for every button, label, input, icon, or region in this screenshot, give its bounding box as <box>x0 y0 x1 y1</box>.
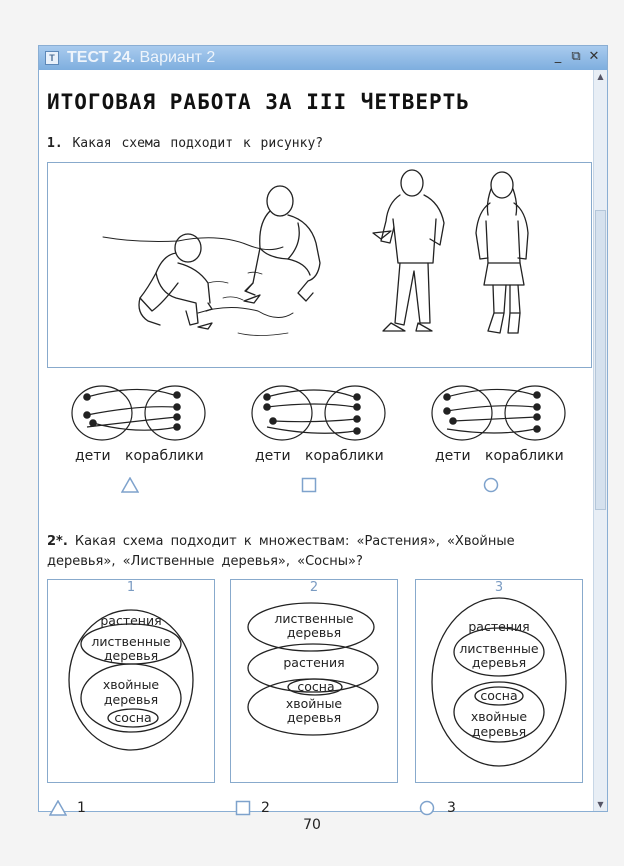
venn-diagram-2 <box>230 579 398 783</box>
venn-2-text-1a: лиственные <box>274 611 354 626</box>
scheme-1 <box>57 375 227 525</box>
scheme-2-right-label: кораблики <box>305 448 384 464</box>
close-button[interactable]: ✕ <box>588 49 600 64</box>
question-2-number: 2*. <box>47 534 68 549</box>
scheme-3-right-label: кораблики <box>485 448 564 464</box>
venn-3-text-2b: деревья <box>471 655 527 670</box>
restore-button[interactable]: ⧉ <box>571 49 581 64</box>
scheme-1-left-label: дети <box>75 448 111 464</box>
vertical-scrollbar[interactable] <box>593 70 607 811</box>
window-controls <box>551 48 601 66</box>
page-heading: ИТОГОВАЯ РАБОТА ЗА III ЧЕТВЕРТЬ <box>47 90 470 114</box>
scheme-2-diagram <box>237 375 407 445</box>
question-2-text: Какая схема подходит к множествам: «Растения», «Хвойные деревья», «Лиственные деревья», «Сосны»? <box>47 534 515 569</box>
venn-1-text-2a: лиственные <box>91 634 171 649</box>
window-title <box>67 49 215 67</box>
venn-1-number: 1 <box>126 580 136 595</box>
scheme-2 <box>237 375 407 525</box>
circle-answer-icon[interactable] <box>419 800 435 816</box>
document-content <box>39 70 594 816</box>
venn-diagram-3 <box>415 579 583 783</box>
children-illustration <box>48 163 590 366</box>
scheme-3-left-label: дети <box>435 448 471 464</box>
scroll-up-arrow-icon[interactable]: ▲ <box>597 72 604 81</box>
venn-1-text-1: растения <box>100 613 162 628</box>
scroll-thumb[interactable] <box>595 210 606 510</box>
venn-2-text-3: сосна <box>297 679 335 694</box>
venn-3-shapes <box>416 580 581 780</box>
triangle-answer-icon[interactable] <box>121 477 139 493</box>
answer-label-1: 1 <box>77 800 86 816</box>
square-answer-icon[interactable] <box>301 477 317 493</box>
children-picture <box>47 162 592 368</box>
venn-2-text-1b: деревья <box>286 625 342 640</box>
venn-diagram-1 <box>47 579 215 783</box>
question-1-text: Какая схема подходит к рисунку? <box>62 136 324 151</box>
answer-label-2: 2 <box>261 800 270 816</box>
question-1-number: 1. <box>47 136 63 151</box>
scheme-1-diagram <box>57 375 227 445</box>
venn-3-text-2a: лиственные <box>459 641 539 656</box>
triangle-answer-icon[interactable] <box>49 800 67 816</box>
venn-2-number: 2 <box>309 580 319 595</box>
document-window <box>38 45 608 816</box>
venn-3-text-3: сосна <box>480 688 518 703</box>
title-rest: Вариант 2 <box>135 49 216 66</box>
scheme-3-diagram <box>417 375 587 445</box>
book-icon: Т <box>45 51 59 65</box>
venn-1-text-3b: деревья <box>103 692 159 707</box>
venn-3-number: 3 <box>494 580 504 595</box>
circle-answer-icon[interactable] <box>483 477 499 493</box>
venn-1-text-3a: хвойные <box>102 677 160 692</box>
scroll-down-arrow-icon[interactable]: ▼ <box>597 800 604 809</box>
scheme-3 <box>417 375 587 525</box>
venn-1-text-2b: деревья <box>103 648 159 663</box>
venn-3-text-4b: деревья <box>471 724 527 739</box>
q1-schemes <box>47 375 592 525</box>
venn-2-text-4a: хвойные <box>285 696 343 711</box>
scheme-2-left-label: дети <box>255 448 291 464</box>
venn-1-text-4: сосна <box>114 710 152 725</box>
question-1 <box>47 136 323 151</box>
venn-2-text-2: растения <box>283 655 345 670</box>
title-bold: ТЕСТ 24. <box>67 49 136 66</box>
question-2 <box>47 532 587 572</box>
minimize-button[interactable]: _ <box>554 49 562 64</box>
venn-3-text-1: растения <box>468 619 530 634</box>
scheme-1-right-label: кораблики <box>125 448 204 464</box>
venn-3-text-4a: хвойные <box>470 709 528 724</box>
answer-label-3: 3 <box>447 800 456 816</box>
square-answer-icon[interactable] <box>235 800 251 816</box>
venn-2-text-4b: деревья <box>286 710 342 725</box>
title-bar <box>39 46 607 70</box>
page-number: 70 <box>303 817 321 833</box>
